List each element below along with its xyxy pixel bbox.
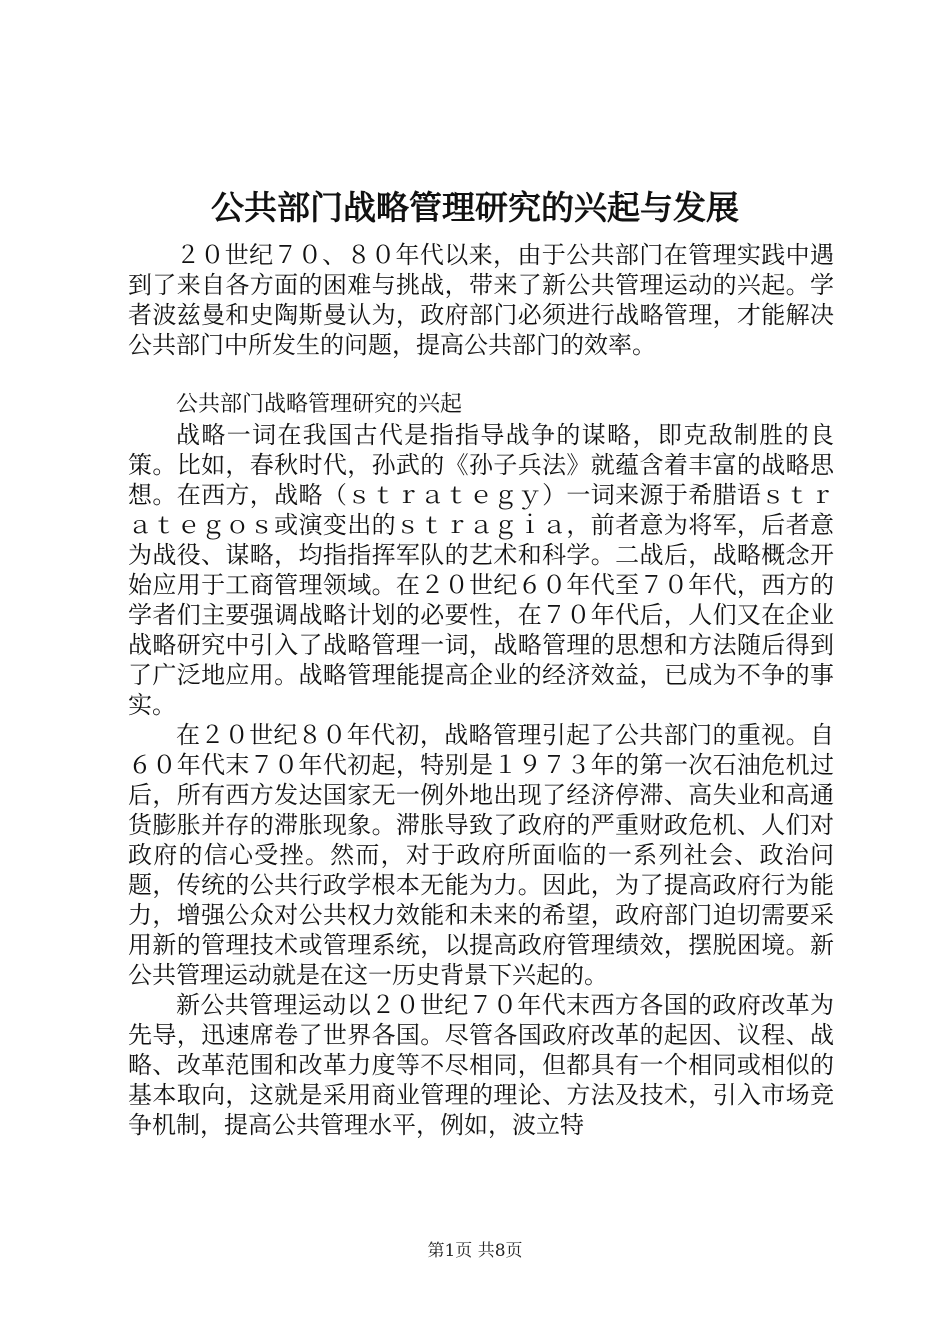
- intro-paragraph: ２０世纪７０、８０年代以来，由于公共部门在管理实践中遇到了来自各方面的困难与挑战，带来了新公共管理运动的兴起。学者波兹曼和史陶斯曼认为，政府部门必须进行战略管理，才能解决公共部门中所发生的问题，提高公共部门的效率。: [128, 241, 834, 359]
- page-indicator: 第1页 共8页: [427, 1241, 523, 1261]
- section-heading: 公共部门战略管理研究的兴起: [176, 392, 463, 417]
- body-paragraph-1: 战略一词在我国古代是指指导战争的谋略，即克敌制胜的良策。比如，春秋时代，孙武的《孙子兵法》就蕴含着丰富的战略思想。在西方，战略（ｓｔｒａｔｅｇｙ）一词来源于希腊语ｓｔｒａｔｅｇｏｓ或演变出的ｓｔｒａｇｉａ，前者意为将军，后者意为战役、谋略，均指指挥军队的艺术和科学。二战后，战略概念开始应用于工商管理领域。在２０世纪６０年代至７０年代，西方的学者们主要强调战略计划的必要性，在７０年代后，人们又在企业战略研究中引入了战略管理一词，战略管理的思想和方法随后得到了广泛地应用。战略管理能提高企业的经济效益，已成为不争的事实。: [128, 421, 834, 719]
- document-body: [128, 240, 834, 1140]
- body-paragraph-3: 新公共管理运动以２０世纪７０年代末西方各国的政府改革为先导，迅速席卷了世界各国。尽管各国政府改革的起因、议程、战略、改革范围和改革力度等不尽相同，但都具有一个相同或相似的基本取向，这就是采用商业管理的理论、方法及技术，引入市场竞争机制，提高公共管理水平，例如，波立特: [128, 991, 834, 1139]
- body-paragraph-2: 在２０世纪８０年代初，战略管理引起了公共部门的重视。自６０年代末７０年代初起，特别是１９７３年的第一次石油危机过后，所有西方发达国家无一例外地出现了经济停滞、高失业和高通货膨胀并存的滞胀现象。滞胀导致了政府的严重财政危机、人们对政府的信心受挫。然而，对于政府所面临的一系列社会、政治问题，传统的公共行政学根本无能为力。因此，为了提高政府行为能力，增强公众对公共权力效能和未来的希望，政府部门迫切需要采用新的管理技术或管理系统，以提高政府管理绩效，摆脱困境。新公共管理运动就是在这一历史背景下兴起的。: [128, 721, 834, 989]
- document-title: 公共部门战略管理研究的兴起与发展: [211, 188, 739, 227]
